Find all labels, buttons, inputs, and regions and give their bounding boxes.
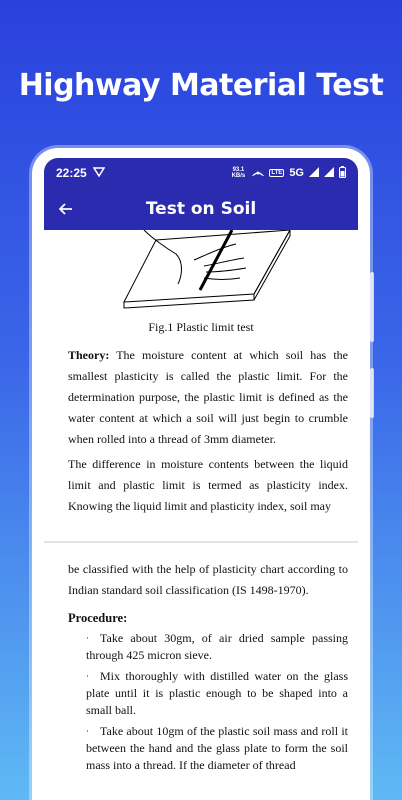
- document-viewer[interactable]: [44, 230, 358, 800]
- bullet-icon: ·: [86, 633, 89, 643]
- banner-title: Highway Material Test: [18, 68, 384, 103]
- procedure-heading: Procedure:: [68, 611, 128, 625]
- figure-caption: Fig.1 Plastic limit test: [148, 320, 254, 334]
- network-type: 5G: [289, 167, 304, 179]
- list-item: · Take about 10gm of the plastic soil mass and roll it between the hand and the glass plate to form the soil mass into a thread. If the diameter of thread: [86, 724, 348, 772]
- signal-icon: [324, 167, 334, 180]
- signal-icon: [309, 167, 319, 180]
- list-item: · Take about 30gm, of air dried sample passing through 425 micron sieve.: [86, 631, 348, 662]
- classification-paragraph: be classified with the help of plasticity chart according to Indian standard soil classification (IS 1498-1970).: [68, 562, 348, 597]
- page-divider: [44, 541, 358, 543]
- phone-frame: [32, 148, 370, 800]
- status-time: 22:25: [56, 166, 87, 180]
- app-bar: [44, 188, 358, 230]
- phone-side-button: [370, 368, 374, 418]
- theory-label: Theory:: [68, 348, 110, 362]
- page-title: Test on Soil: [145, 199, 257, 219]
- list-item: · Mix thoroughly with distilled water on the glass plate until it is plastic enough to be shaped into a small ball.: [86, 669, 348, 717]
- vpn-icon: [93, 167, 105, 180]
- battery-icon: [339, 166, 346, 181]
- theory-text: The moisture content at which soil has the smallest plasticity is called the plastic limit. For the determination purpose, the plastic limit is defined as the water content at which a soil will just begin to crumble when rolled into a thread of 3mm diameter.: [68, 348, 348, 446]
- bullet-icon: ·: [86, 671, 89, 681]
- plasticity-paragraph: The difference in moisture contents between the liquid limit and plastic limit is termed as plasticity index. Knowing the liquid limit and plasticity index, soil may: [68, 457, 348, 513]
- figure-image: [44, 230, 358, 318]
- volte-icon: LTE: [271, 170, 283, 176]
- plastic-limit-illustration: [44, 230, 358, 318]
- bullet-icon: ·: [86, 726, 89, 736]
- network-speed: 93.1 KB/s: [231, 167, 246, 179]
- status-bar: [44, 158, 358, 188]
- theory-paragraph: [44, 345, 358, 450]
- phone-side-button: [370, 272, 374, 342]
- hotspot-icon: [252, 167, 264, 180]
